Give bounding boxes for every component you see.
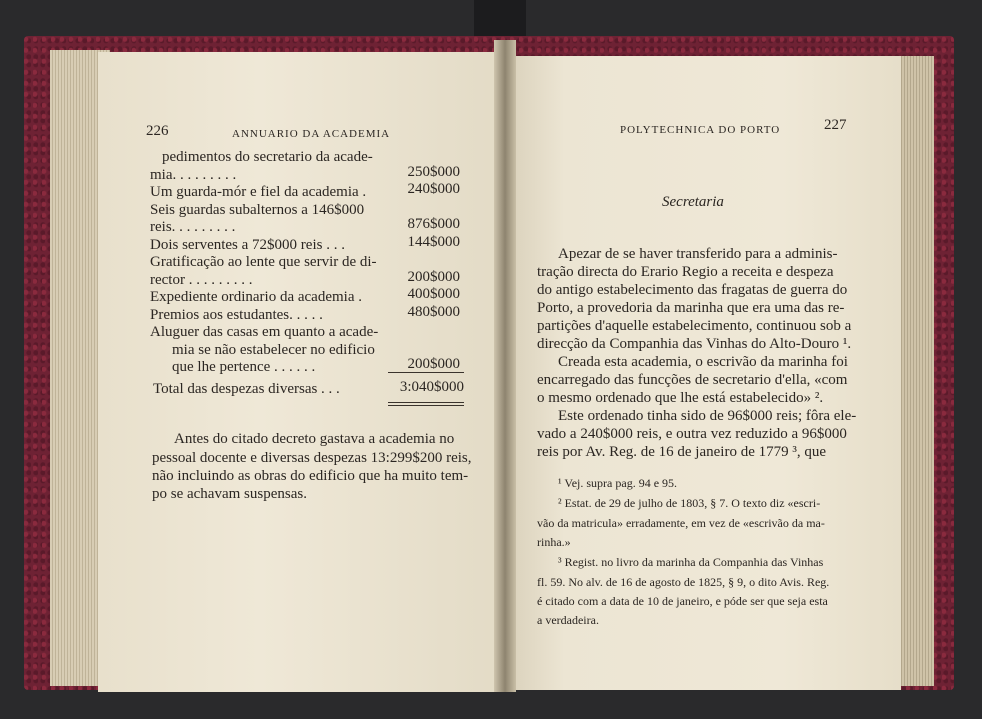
expense-line-text: Premios aos estudantes. . . . . xyxy=(150,306,323,323)
expense-line-amount: 480$000 xyxy=(407,303,460,320)
expense-line-text: que lhe pertence . . . . . . xyxy=(172,359,316,375)
expense-line-amount: 876$000 xyxy=(407,216,460,232)
footnote-1: ¹ Vej. supra pag. 94 e 95. xyxy=(558,476,678,490)
body-line-4: Porto, a provedoria da marinha que era uma das re- xyxy=(537,300,845,316)
expense-line-text: rector . . . . . . . . . xyxy=(150,271,253,288)
expense-line-amount: 240$000 xyxy=(407,181,460,197)
left-paragraph-line-4: po se achavam suspensas. xyxy=(152,486,307,502)
right-running-head: POLYTECHNICA DO PORTO xyxy=(620,124,781,136)
expense-line-text: mia se não estabelecer no edificio xyxy=(172,341,375,358)
body-line-3: do antigo estabelecimento das fragatas de guerra do xyxy=(537,282,848,298)
right-page-number: 227 xyxy=(824,117,847,133)
body-line-2: tração directa do Erario Regio a receita e despeza xyxy=(537,264,834,280)
expense-line-text: mia. . . . . . . . . xyxy=(150,166,237,183)
total-label: Total das despezas diversas . . . xyxy=(153,381,340,397)
expense-line-amount: 400$000 xyxy=(407,286,460,302)
footnote-3-line-3: é citado com a data de 10 de janeiro, e póde ser que seja esta xyxy=(537,594,828,608)
total-rule-top xyxy=(388,372,464,373)
body-line-7: Creada esta academia, o escrivão da marinha foi xyxy=(558,354,848,370)
footnote-3-line-2: fl. 59. No alv. de 16 de agosto de 1825, § 9, o dito Avis. Reg. xyxy=(537,575,830,589)
footnote-2-line-1: ² Estat. de 29 de julho de 1803, § 7. O texto diz «escri- xyxy=(558,496,821,510)
expense-line-text: Expediente ordinario da academia . xyxy=(150,289,362,305)
footnote-2-line-3: rinha.» xyxy=(537,535,571,549)
expense-line-text: Dois serventes a 72$000 reis . . . xyxy=(150,236,345,253)
left-page-number: 226 xyxy=(146,123,169,139)
expense-line-amount: 200$000 xyxy=(407,268,460,285)
footnote-3-line-1: ³ Regist. no livro da marinha da Companhia das Vinhas xyxy=(558,555,824,569)
total-amount: 3:040$000 xyxy=(399,379,464,395)
right-page-edges xyxy=(896,56,934,686)
footnote-2-line-2: vão da matricula» erradamente, em vez de «escrivão da ma- xyxy=(537,516,825,530)
body-line-11: vado a 240$000 reis, e outra vez reduzido a 96$000 xyxy=(537,426,847,442)
left-paragraph-line-3: não incluindo as obras do edificio que ha muito tem- xyxy=(152,468,469,484)
body-line-9: o mesmo ordenado que lhe está estabelecido» ². xyxy=(537,390,824,406)
left-paragraph-line-2: pessoal docente e diversas despezas 13:299$200 reis, xyxy=(152,450,472,466)
expense-line-text: Seis guardas subalternos a 146$000 xyxy=(150,201,365,218)
body-line-8: encarregado das funcções de secretario d'ella, «com xyxy=(537,372,848,388)
section-title: Secretaria xyxy=(662,194,724,210)
book-gutter xyxy=(494,40,516,692)
body-line-1: Apezar de se haver transferido para a adminis- xyxy=(558,246,838,262)
total-rule-double-1 xyxy=(388,402,464,403)
expense-line-amount: 200$000 xyxy=(407,356,460,372)
expense-line-text: reis. . . . . . . . . xyxy=(150,219,236,235)
expense-line-text: Aluguer das casas em quanto a acade- xyxy=(150,324,379,340)
body-line-5: partições d'aquelle estabelecimento, continuou sob a xyxy=(537,318,852,334)
left-running-head: ANNUARIO DA ACADEMIA xyxy=(232,128,391,140)
expense-line-amount: 250$000 xyxy=(407,163,460,180)
expense-line-text: Um guarda-mór e fiel da academia . xyxy=(150,184,367,200)
body-line-12: reis por Av. Reg. de 16 de janeiro de 1779 ³, que xyxy=(537,444,827,460)
total-rule-double-2 xyxy=(388,405,464,406)
expense-line-text: Gratificação ao lente que servir de di- xyxy=(150,254,377,270)
expense-line-amount: 144$000 xyxy=(407,233,460,250)
body-line-6: direcção da Companhia das Vinhas do Alto-Douro ¹. xyxy=(537,336,852,352)
body-line-10: Este ordenado tinha sido de 96$000 reis; fôra ele- xyxy=(558,408,857,424)
footnote-3-line-4: a verdadeira. xyxy=(537,613,599,627)
left-paragraph-line-1: Antes do citado decreto gastava a academia no xyxy=(174,431,455,447)
expense-line-text: pedimentos do secretario da acade- xyxy=(162,149,373,165)
